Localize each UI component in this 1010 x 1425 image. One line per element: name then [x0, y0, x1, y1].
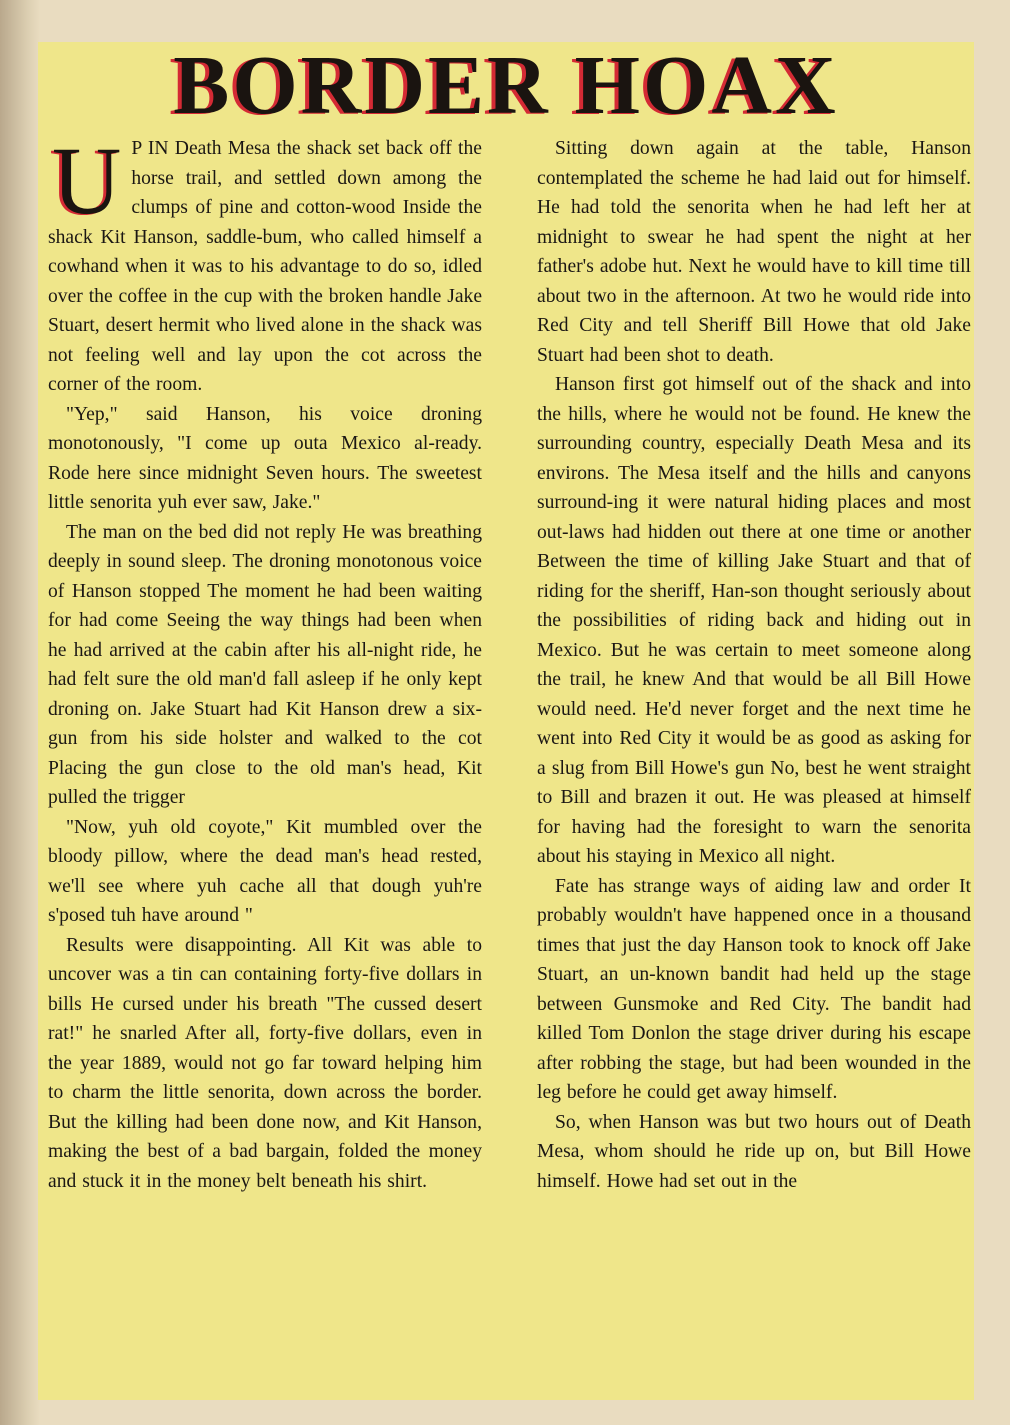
paragraph: "Now, yuh old coyote," Kit mumbled over the bloody pillow, where the dead man's head rested, we'll see where yuh cache all that dough yuh're s'posed tuh have around ": [48, 816, 482, 926]
drop-cap: U: [52, 127, 122, 234]
paragraph: Fate has strange ways of aiding law and order It probably wouldn't have happened once in a thousand times that just the day Hanson took to knock off Jake Stuart, an un-known bandit had held up the stage between Gunsmoke and Red City. The bandit had killed Tom Donlon the stage driver during his escape after robbing the stage, but had been wounded in the leg before he could get away himself.: [537, 875, 971, 1103]
paragraph: The man on the bed did not reply He was breathing deeply in sound sleep. The droning monotonous voice of Hanson stopped The moment he had been waiting for had come Seeing the way things had been when he had arrived at the cabin after his all-night ride, he had felt sure the old man'd fall asleep if he only kept droning on. Jake Stuart had Kit Hanson drew a six-gun from his side holster and walked to the cot Placing the gun close to the old man's head, Kit pulled the trigger: [48, 521, 482, 808]
paragraph: U P IN Death Mesa the shack set back off the horse trail, and settled down among the clumps of pine and cotton-wood Inside the shack Kit Hanson, saddle-bum, who called himself a cowhand when it was to his advantage to do so, idled over the coffee in the cup with the broken handle Jake Stuart, desert hermit who lived alone in the shack was not feeling well and lay upon the cot across the corner of the room.: [48, 127, 483, 395]
page-binding-shadow: [0, 0, 40, 1425]
paragraph: Sitting down again at the table, Hanson contemplated the scheme he had laid out for himself. He had told the senorita when he had left her at midnight to swear he had spent the night at her father's adobe hut. Next he would have to kill time till about two in the afternoon. At two he would ride into Red City and tell Sheriff Bill Howe that old Jake Stuart had been shot to death.: [537, 138, 971, 366]
paragraph: Hanson first got himself out of the shack and into the hills, where he would not be found. He knew the surrounding country, especially Death Mesa and its environs. The Mesa itself and the hills and canyons surround-ing it were natural hiding places and most out-laws had hidden out there at one time or another Between the time of killing Jake Stuart and that of riding for the sheriff, Han-son thought seriously about the possibilities of riding back and hiding out in Mexico. But he was certain to meet someone along the trail, he knew And that would be all Bill Howe would need. He'd never forget and the next time he went into Red City it would be as good as asking for a slug from Bill Howe's gun No, best he went straight to Bill and brazen it out. He was pleased at himself for having had the foresight to warn the senorita about his staying in Mexico all night.: [537, 374, 971, 867]
story-title: BORDER HOAX: [173, 39, 839, 132]
left-column: [48, 127, 483, 1196]
paragraph: "Yep," said Hanson, his voice droning monotonously, "I come up outa Mexico al-ready. Rode here since midnight Seven hours. The sweetest little senorita yuh ever saw, Jake.": [48, 403, 482, 513]
paragraph: So, when Hanson was but two hours out of Death Mesa, whom should he ride up on, but Bill Howe himself. Howe had set out in the: [537, 1111, 971, 1192]
right-column: [537, 134, 971, 1196]
paragraph: Results were disappointing. All Kit was able to uncover was a tin can containing forty-five dollars in bills He cursed under his breath "The cussed desert rat!" he snarled After all, forty-five dollars, even in the year 1889, would not go far toward helping him to charm the little senorita, down across the border. But the killing had been done now, and Kit Hanson, making the best of a bad bargain, folded the money and stuck it in the money belt beneath his shirt.: [48, 934, 482, 1192]
